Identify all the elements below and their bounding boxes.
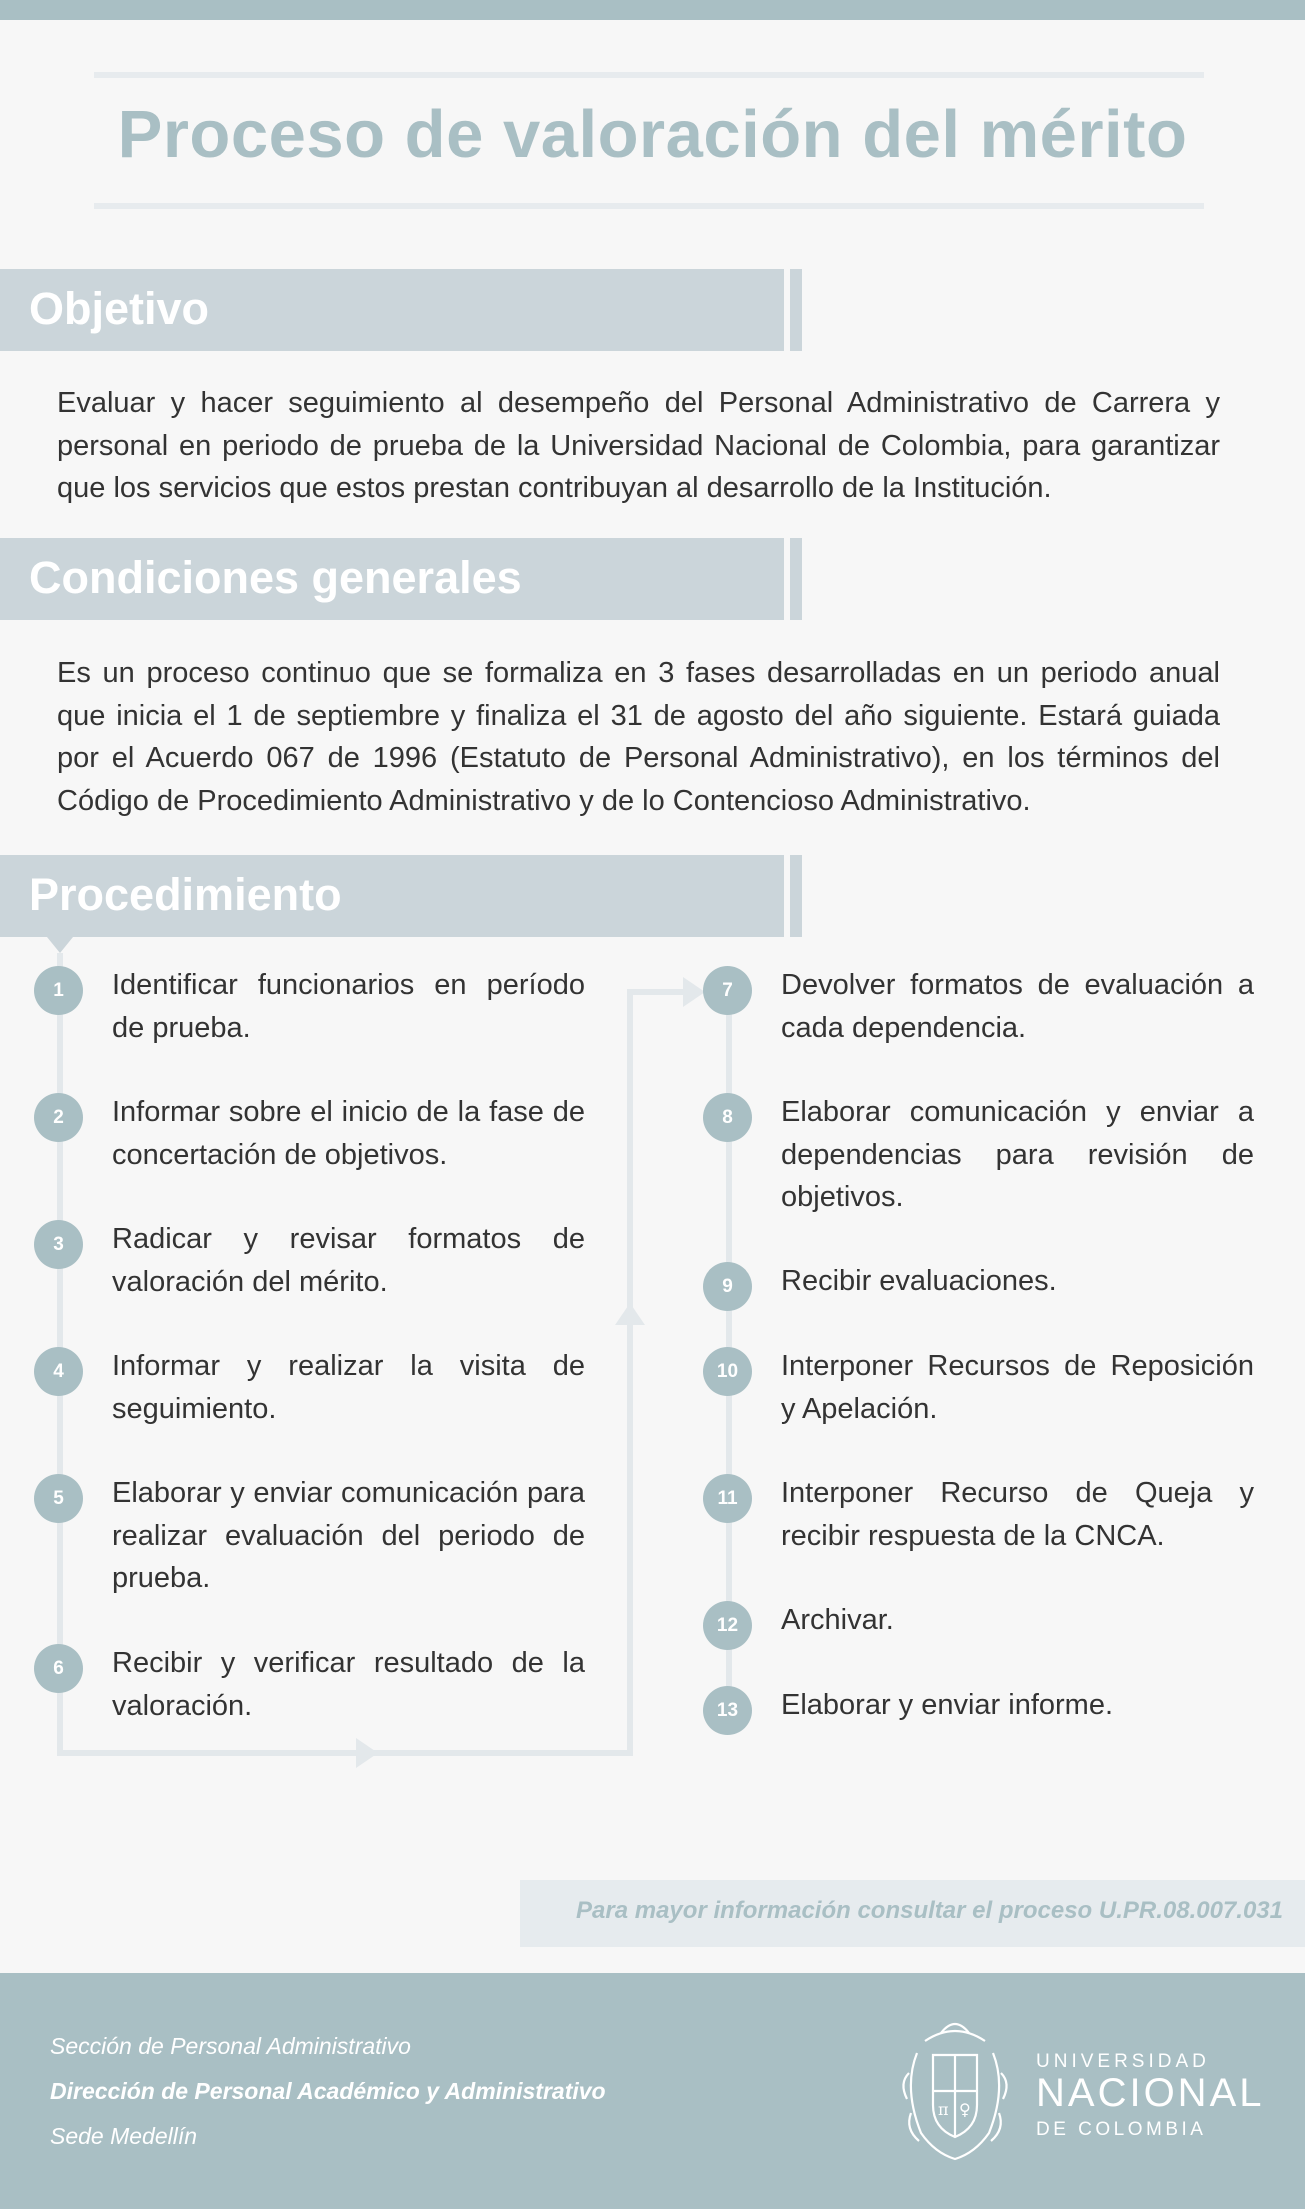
footer-section-name: Sección de Personal Administrativo [50,2033,411,2059]
step-number-badge: 8 [703,1093,752,1142]
step-number-badge: 10 [703,1347,752,1396]
step-number-badge: 9 [703,1262,752,1311]
section-heading-condiciones: Condiciones generales [29,552,522,603]
footer [0,1973,1305,2209]
step-text: Interponer Recurso de Queja y recibir respuesta de la CNCA. [781,1477,1254,1552]
step-text: Elaborar y enviar comunicación para realizar evaluación del periodo de prueba. [112,1477,585,1594]
section-heading-procedimiento: Procedimiento [29,869,342,920]
condiciones-text: Es un proceso continuo que se formaliza en 3 fases desarrolladas en un periodo anual que inicia el 1 de septiembre y finaliza el 31 de agosto del año siguiente. Estará guiada por el Acuerdo 067 de 1996 (Estatuto de Personal Administrativo), en los términos del Código de Procedimiento Administrativo y de lo Contencioso Administrativo. [57,657,1220,817]
step-number-badge: 6 [34,1644,83,1693]
step-text: Elaborar comunicación y enviar a dependencias para revisión de objetivos. [781,1096,1254,1213]
step-text: Recibir y verificar resultado de la valoración. [112,1647,585,1722]
step-number-badge: 2 [34,1093,83,1142]
university-name-line3: DE COLOMBIA [1036,2119,1207,2140]
step-number-badge: 13 [703,1686,752,1735]
svg-text:π: π [938,2100,949,2119]
step-text: Identificar funcionarios en período de prueba. [112,969,585,1044]
step-text: Recibir evaluaciones. [781,1265,1057,1297]
section-heading-objetivo: Objetivo [29,283,210,334]
step-number-badge: 4 [34,1347,83,1396]
step-text: Archivar. [781,1604,894,1636]
step-text: Interponer Recursos de Reposición y Apelación. [781,1350,1254,1425]
university-crest-icon [895,2013,1015,2163]
step-number-badge: 7 [703,966,752,1015]
step-text: Informar y realizar la visita de seguimiento. [112,1350,585,1425]
svg-text:♀: ♀ [959,2100,971,2119]
step-number-badge: 3 [34,1220,83,1269]
step-text: Informar sobre el inicio de la fase de concertación de objetivos. [112,1096,585,1171]
footer-department-name: Dirección de Personal Académico y Administrativo [50,2078,606,2104]
step-text: Radicar y revisar formatos de valoración del mérito. [112,1223,585,1298]
page-title: Proceso de valoración del mérito [117,97,1188,172]
info-note: Para mayor información consultar el proceso U.PR.08.007.031 [576,1897,1283,1924]
footer-campus-name: Sede Medellín [50,2123,198,2149]
step-number-badge: 1 [34,966,83,1015]
objetivo-text: Evaluar y hacer seguimiento al desempeño del Personal Administrativo de Carrera y personal en periodo de prueba de la Universidad Nacional de Colombia, para garantizar que los servicios que estos prestan contribuyan al desarrollo de la Institución. [57,387,1220,504]
step-text: Devolver formatos de evaluación a cada dependencia. [781,969,1254,1044]
university-name-line2: NACIONAL [1036,2071,1265,2115]
info-note-box [520,1880,1305,1947]
step-number-badge: 5 [34,1474,83,1523]
step-number-badge: 12 [703,1601,752,1650]
step-text: Elaborar y enviar informe. [781,1689,1114,1721]
university-name-line1: UNIVERSIDAD [1036,2051,1210,2072]
step-number-badge: 11 [703,1474,752,1523]
